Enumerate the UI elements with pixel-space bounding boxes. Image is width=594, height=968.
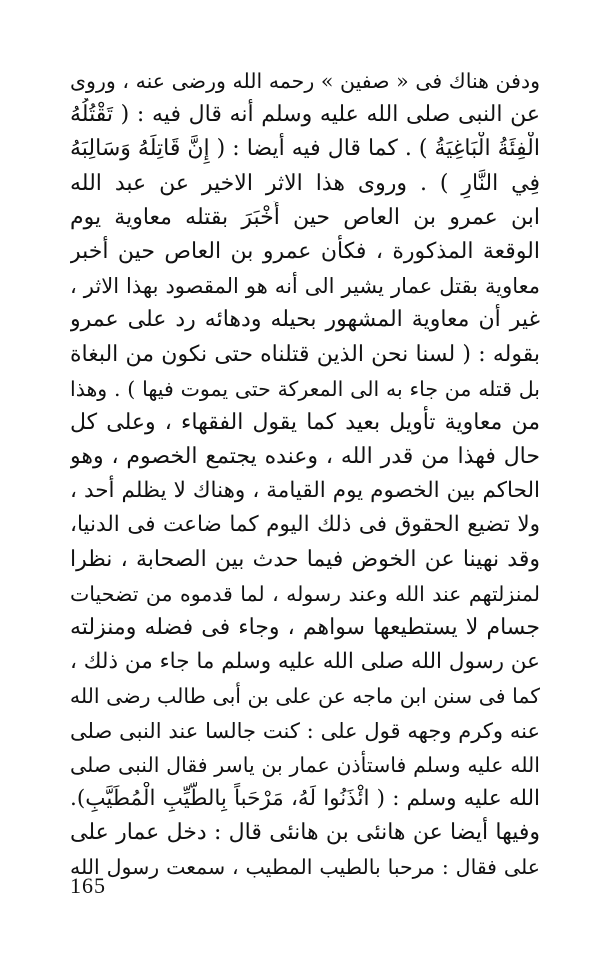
text-line: ولا تضيع الحقوق فى ذلك اليوم كما ضاعت فى الدنيا،	[70, 512, 540, 538]
text-line: وفيها أيضا عن هانئى بن هانئى قال : دخل عمار على	[70, 820, 540, 846]
text-line: كما فى سنن ابن ماجه عن على بن أبى طالب رضى الله	[70, 684, 540, 709]
body-text	[70, 64, 540, 885]
text-line: ابن عمرو بن العاص حين أَخْبَرَ بقتله معاوية يوم	[70, 204, 540, 230]
text-line: عن النبى صلى الله عليه وسلم أنه قال فيه : ( تَقْتُلُهُ	[70, 102, 540, 128]
text-line: الله عليه وسلم : ( ائْذَنُوا لَهُ، مَرْحَباً بِالطَّيِّبِ الْمُطَيَّبِ).	[70, 785, 540, 811]
text-line: لمنزلتهم عند الله وعند رسوله ، لما قدموه من تضحيات	[70, 581, 540, 606]
text-line: الوقعة المذكورة ، فكأن عمرو بن العاص حين أخبر	[70, 238, 540, 264]
text-line: فِي النَّارِ ) . وروى هذا الاثر الاخير عن عبد الله	[70, 170, 540, 196]
page-number: 165	[70, 873, 106, 898]
text-line: وقد نهينا عن الخوض فيما حدث بين الصحابة ، نظرا	[70, 546, 540, 572]
text-line: الْفِئَةُ الْبَاغِيَةُ ) . كما قال فيه أيضا : ( إِنَّ قَاتِلَهُ وَسَالِبَهُ	[70, 136, 540, 162]
text-line: بقوله : ( لسنا نحن الذين قتلناه حتى نكون من البغاة	[70, 341, 540, 367]
text-line: من معاوية تأويل بعيد كما يقول الفقهاء ، وعلى كل	[70, 409, 540, 435]
text-line: عن رسول الله صلى الله عليه وسلم ما جاء من ذلك ،	[70, 649, 540, 675]
text-line: جسام لا يستطيعها سواهم ، وجاء فى فضله ومنزلته	[70, 615, 540, 640]
text-line: ودفن هناك فى « صفين » رحمه الله ورضى عنه ، وروى	[70, 69, 540, 93]
text-line: الحاكم بين الخصوم يوم القيامة ، وهناك لا يظلم أحد ،	[70, 478, 540, 504]
text-line: على فقال : مرحبا بالطيب المطيب ، سمعت رسول الله	[70, 855, 540, 880]
text-line: حال فهذا من قدر الله ، وعنده يجتمع الخصوم ، وهو	[70, 444, 540, 470]
text-line: غير أن معاوية المشهور بحيله ودهائه رد على عمرو	[70, 307, 540, 333]
text-line: معاوية بقتل عمار يشير الى أنه هو المقصود بهذا الاثر ،	[70, 274, 540, 299]
text-line: عنه وكرم وجهه قول على : كنت جالسا عند النبى صلى	[70, 718, 540, 743]
text-line: الله عليه وسلم فاستأذن عمار بن ياسر فقال النبى صلى	[70, 752, 540, 777]
text-line: بل قتله من جاء به الى المعركة حتى يموت فيها ) . وهذا	[70, 376, 540, 401]
